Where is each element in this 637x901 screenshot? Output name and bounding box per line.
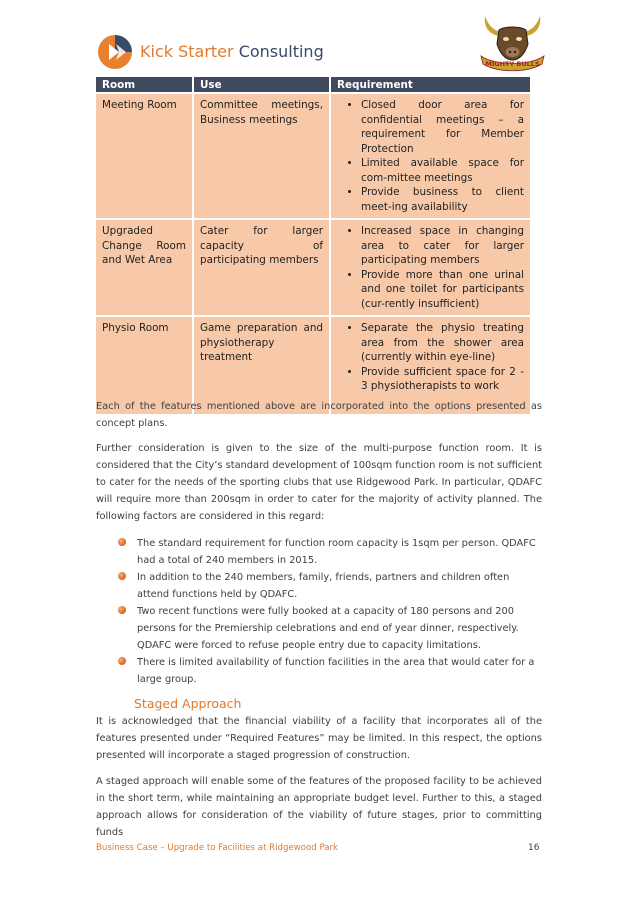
brand-secondary: Consulting (238, 42, 324, 61)
brand-name (140, 42, 324, 61)
table-row (96, 219, 530, 316)
requirement-item: • Closed door area for confidential meetings – a requirement for Member Protection (361, 98, 524, 156)
use-cell: Game preparation and physiotherapy treatment (193, 316, 330, 414)
bullet-icon (118, 538, 126, 546)
paragraph-features: Each of the features mentioned above are incorporated into the options presented as concept plans. (96, 401, 542, 429)
table-header-row (96, 77, 530, 93)
list-item-text: The standard requirement for function room capacity is 1sqm per person. QDAFC had a total of 240 members in 2015. (137, 538, 536, 566)
header-use: Use (193, 77, 330, 93)
requirement-item: • Limited available space for com-mittee meetings (361, 156, 524, 185)
bulls-logo-text: MIGHTY BULLS (485, 60, 540, 68)
requirements-table (96, 77, 530, 414)
requirement-item: • Provide business to client meet-ing availability (361, 185, 524, 214)
header-room: Room (96, 77, 193, 93)
paragraph-function-room: Further consideration is given to the size of the multi-purpose function room. It is considered that the City’s standard development of 100sqm function room is not sufficient to cater for the needs of the sporting clubs that use Ridgewood Park. In particular, QDAFC will require more than 200sqm in order to cater for the majority of activity planned. The following factors are considered in this regard: (96, 443, 542, 522)
room-cell: Meeting Room (96, 93, 193, 219)
section-heading: Staged Approach (134, 696, 242, 711)
brand-primary: Kick Starter (140, 42, 234, 61)
bullet-icon (118, 572, 126, 580)
room-cell: Upgraded Change Room and Wet Area (96, 219, 193, 316)
list-item (118, 654, 542, 688)
bullet-icon (118, 606, 126, 614)
page-number: 16 (528, 843, 540, 853)
paragraph-staged-intro: It is acknowledged that the financial viability of a facility that incorporates all of the features presented under “Required Features” may be limited. In this respect, the options presented will incorporate a staged progression of construction. (96, 716, 542, 761)
requirement-item: • Provide sufficient space for 2 - 3 physiotherapists to work (361, 365, 524, 394)
requirement-cell (330, 219, 530, 316)
list-item-text: In addition to the 240 members, family, friends, partners and children often attend functions held by QDAFC. (137, 572, 510, 600)
table-row (96, 93, 530, 219)
requirement-cell (330, 93, 530, 219)
kick-starter-logo-icon (97, 34, 133, 70)
paragraph-staged-detail: A staged approach will enable some of the features of the proposed facility to be achieved in the short term, while maintaining an appropriate budget level. Further to this, a staged approach allows for consideration of the viability of future stages, prior to committing funds (96, 776, 542, 838)
use-cell: Cater for larger capacity of participating members (193, 219, 330, 316)
requirement-item: • Increased space in changing area to cater for larger participating members (361, 224, 524, 268)
header-requirement: Requirement (330, 77, 530, 93)
list-item-text: Two recent functions were fully booked at a capacity of 180 persons and 200 persons for the Premiership celebrations and end of year dinner, respectively. QDAFC were forced to refuse people entry due to capacity limitations. (137, 606, 519, 651)
list-item (118, 603, 542, 654)
mighty-bulls-logo-icon (475, 10, 550, 72)
footer-text: Business Case – Upgrade to Facilities at Ridgewood Park (96, 843, 339, 853)
use-cell: Committee meetings, Business meetings (193, 93, 330, 219)
requirement-item: • Separate the physio treating area from the shower area (currently within eye-line) (361, 321, 524, 365)
bullet-icon (118, 657, 126, 665)
list-item (118, 569, 542, 603)
room-cell: Physio Room (96, 316, 193, 414)
factors-list (118, 535, 542, 688)
requirement-item: • Provide more than one urinal and one toilet for participants (cur-rently insufficient) (361, 268, 524, 312)
list-item-text: There is limited availability of function facilities in the area that would cater for a large group. (137, 657, 535, 685)
list-item (118, 535, 542, 569)
